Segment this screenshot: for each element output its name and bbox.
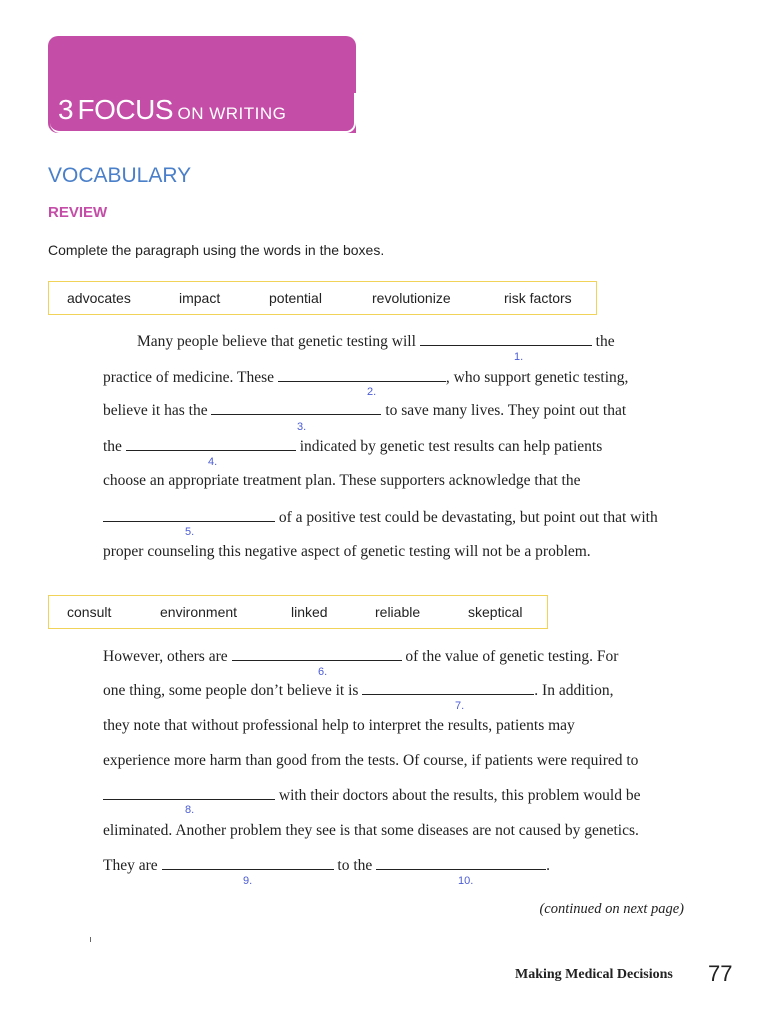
paragraph-2-line-4: experience more harm than good from the tests. Of course, if patients were required to <box>103 752 639 769</box>
word-chip: potential <box>269 290 322 306</box>
word-chip: reliable <box>375 604 421 620</box>
scan-mark <box>90 937 91 942</box>
blank-8 <box>103 787 275 800</box>
blank-number-4: 4. <box>208 456 218 468</box>
paragraph-1-line-5: choose an appropriate treatment plan. These supporters acknowledge that the <box>103 472 581 489</box>
paragraph-2-line-1: However, others are of the value of genetic testing. For <box>103 648 619 665</box>
subheading: REVIEW <box>48 204 108 221</box>
word-chip: linked <box>291 604 328 620</box>
section-heading: VOCABULARY <box>48 164 192 187</box>
word-chip: revolutionize <box>372 290 451 306</box>
word-chip: environment <box>160 604 238 620</box>
footer-chapter-title: Making Medical Decisions <box>515 967 673 982</box>
blank-5 <box>103 509 275 522</box>
blank-9 <box>162 857 334 870</box>
paragraph-1-line-3: believe it has the to save many lives. They point out that <box>103 402 627 419</box>
blank-number-7: 7. <box>455 700 465 712</box>
blank-number-8: 8. <box>185 804 195 816</box>
paragraph-1-line-1: Many people believe that genetic testing will the <box>137 333 615 350</box>
banner-title <box>58 94 286 126</box>
blank-3 <box>211 402 381 415</box>
blank-number-1: 1. <box>514 351 524 363</box>
blank-number-6: 6. <box>318 666 328 678</box>
blank-7 <box>362 682 534 695</box>
blank-number-10: 10. <box>458 875 474 887</box>
blank-number-9: 9. <box>243 875 253 887</box>
blank-6 <box>232 648 402 661</box>
blank-number-5: 5. <box>185 526 195 538</box>
paragraph-1-line-4: the indicated by genetic test results can help patients <box>103 438 603 455</box>
word-chip: impact <box>179 290 221 306</box>
paragraph-1-line-6: of a positive test could be devastating, but point out that with <box>103 509 658 527</box>
paragraph-1-line-2: practice of medicine. These , who support genetic testing, <box>103 369 629 386</box>
banner-number: 3 <box>58 94 74 125</box>
word-chip: risk factors <box>504 290 572 306</box>
word-chip: consult <box>67 604 112 620</box>
continued-note: (continued on next page) <box>539 901 684 917</box>
instructions: Complete the paragraph using the words in the boxes. <box>48 242 385 258</box>
paragraph-1-line-7: proper counseling this negative aspect of genetic testing will not be a problem. <box>103 543 591 560</box>
blank-4 <box>126 438 296 451</box>
blank-1 <box>420 333 592 346</box>
word-chip: advocates <box>67 290 131 306</box>
page-number: 77 <box>708 961 733 986</box>
blank-10 <box>376 857 546 870</box>
paragraph-2-line-6: eliminated. Another problem they see is that some diseases are not caused by genetics. <box>103 822 639 839</box>
word-box-2 <box>48 595 548 629</box>
paragraph-2-line-2: one thing, some people don’t believe it is . In addition, <box>103 682 614 699</box>
paragraph-2-line-3: they note that without professional help to interpret the results, patients may <box>103 717 575 734</box>
blank-number-2: 2. <box>367 386 377 398</box>
blank-2 <box>278 369 446 382</box>
word-chip: skeptical <box>468 604 523 620</box>
banner-focus: FOCUS <box>77 94 174 125</box>
word-box-1 <box>48 281 597 315</box>
blank-number-3: 3. <box>297 421 307 433</box>
banner-subtitle: ON WRITING <box>177 104 287 123</box>
paragraph-2-line-5: with their doctors about the results, this problem would be <box>103 787 640 805</box>
paragraph-2-line-7: They are to the . <box>103 857 551 874</box>
